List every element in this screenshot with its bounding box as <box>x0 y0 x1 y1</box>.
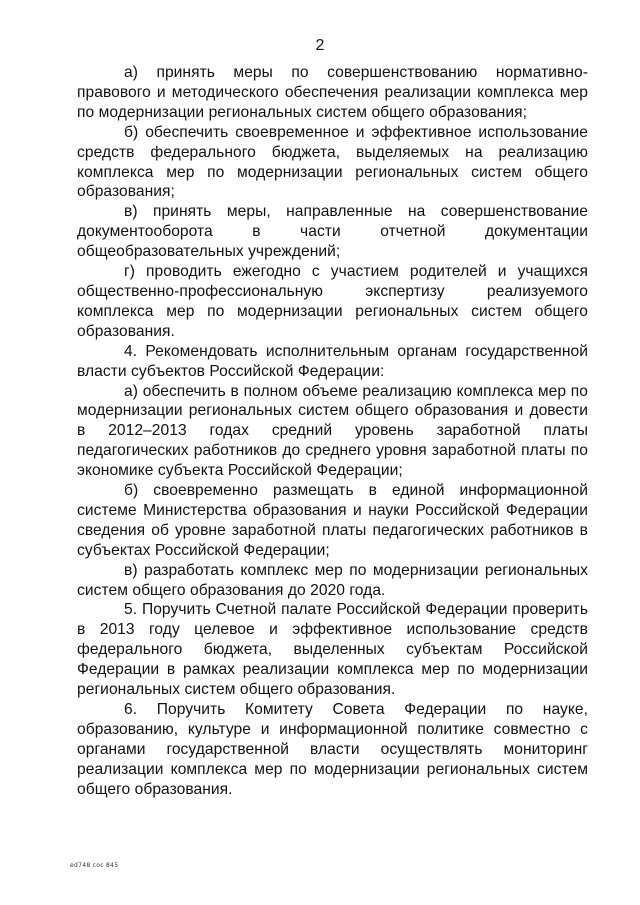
paragraph-section-4-item-b: б) своевременно размещать в единой информационной системе Министерства образования и науки Российской Федерации сведения об уровне заработной платы педагогических работников в субъектах Российской Федерации; <box>77 482 588 559</box>
paragraph-section-4-item-v: в) разработать комплекс мер по модернизации региональных систем общего образования до 2020 года. <box>77 561 588 599</box>
document-body <box>77 63 588 800</box>
paragraph-section-5: 5. Поручить Счетной палате Российской Федерации проверить в 2013 году целевое и эффективное использование средств федерального бюджета, выделенных субъектам Российской Федерации в рамках реализации комплекса мер по модернизации региональных систем общего образования. <box>77 601 588 699</box>
footer-document-code: ed748 соc 845 <box>70 862 119 869</box>
paragraph-item-g-expert-review: г) проводить ежегодно с участием родителей и учащихся общественно-профессиональную экспертизу реализуемого комплекса мер по модернизации региональных систем общего образования. <box>77 263 588 340</box>
paragraph-item-b-federal-budget: б) обеспечить своевременное и эффективное использование средств федерального бюджета, выделяемых на реализацию комплекса мер по модернизации региональных систем общего образования; <box>77 123 588 201</box>
paragraph-item-v-document-flow: в) принять меры, направленные на совершенствование документооборота в части отчетной документации общеобразовательных учреждений; <box>77 203 588 261</box>
paragraph-section-4: 4. Рекомендовать исполнительным органам государственной власти субъектов Российской Федерации: <box>77 342 588 380</box>
paragraph-section-6: 6. Поручить Комитету Совета Федерации по науке, образованию, культуре и информационной политике совместно с органами государственной власти осуществлять мониторинг реализации комплекса мер по модернизации региональных систем общего образования. <box>77 701 588 798</box>
paragraph-section-4-item-a: а) обеспечить в полном объеме реализацию комплекса мер по модернизации региональных систем общего образования и довести в 2012–2013 годах средний уровень заработной платы педагогических работников до среднего уровня заработной платы по экономике субъекта Российской Федерации; <box>77 382 588 480</box>
page-number: 2 <box>315 37 325 54</box>
paragraph-item-a-legal-framework: а) принять меры по совершенствованию нормативно-правового и методического обеспечения реализации комплекса мер по модернизации региональных систем общего образования; <box>77 64 588 121</box>
